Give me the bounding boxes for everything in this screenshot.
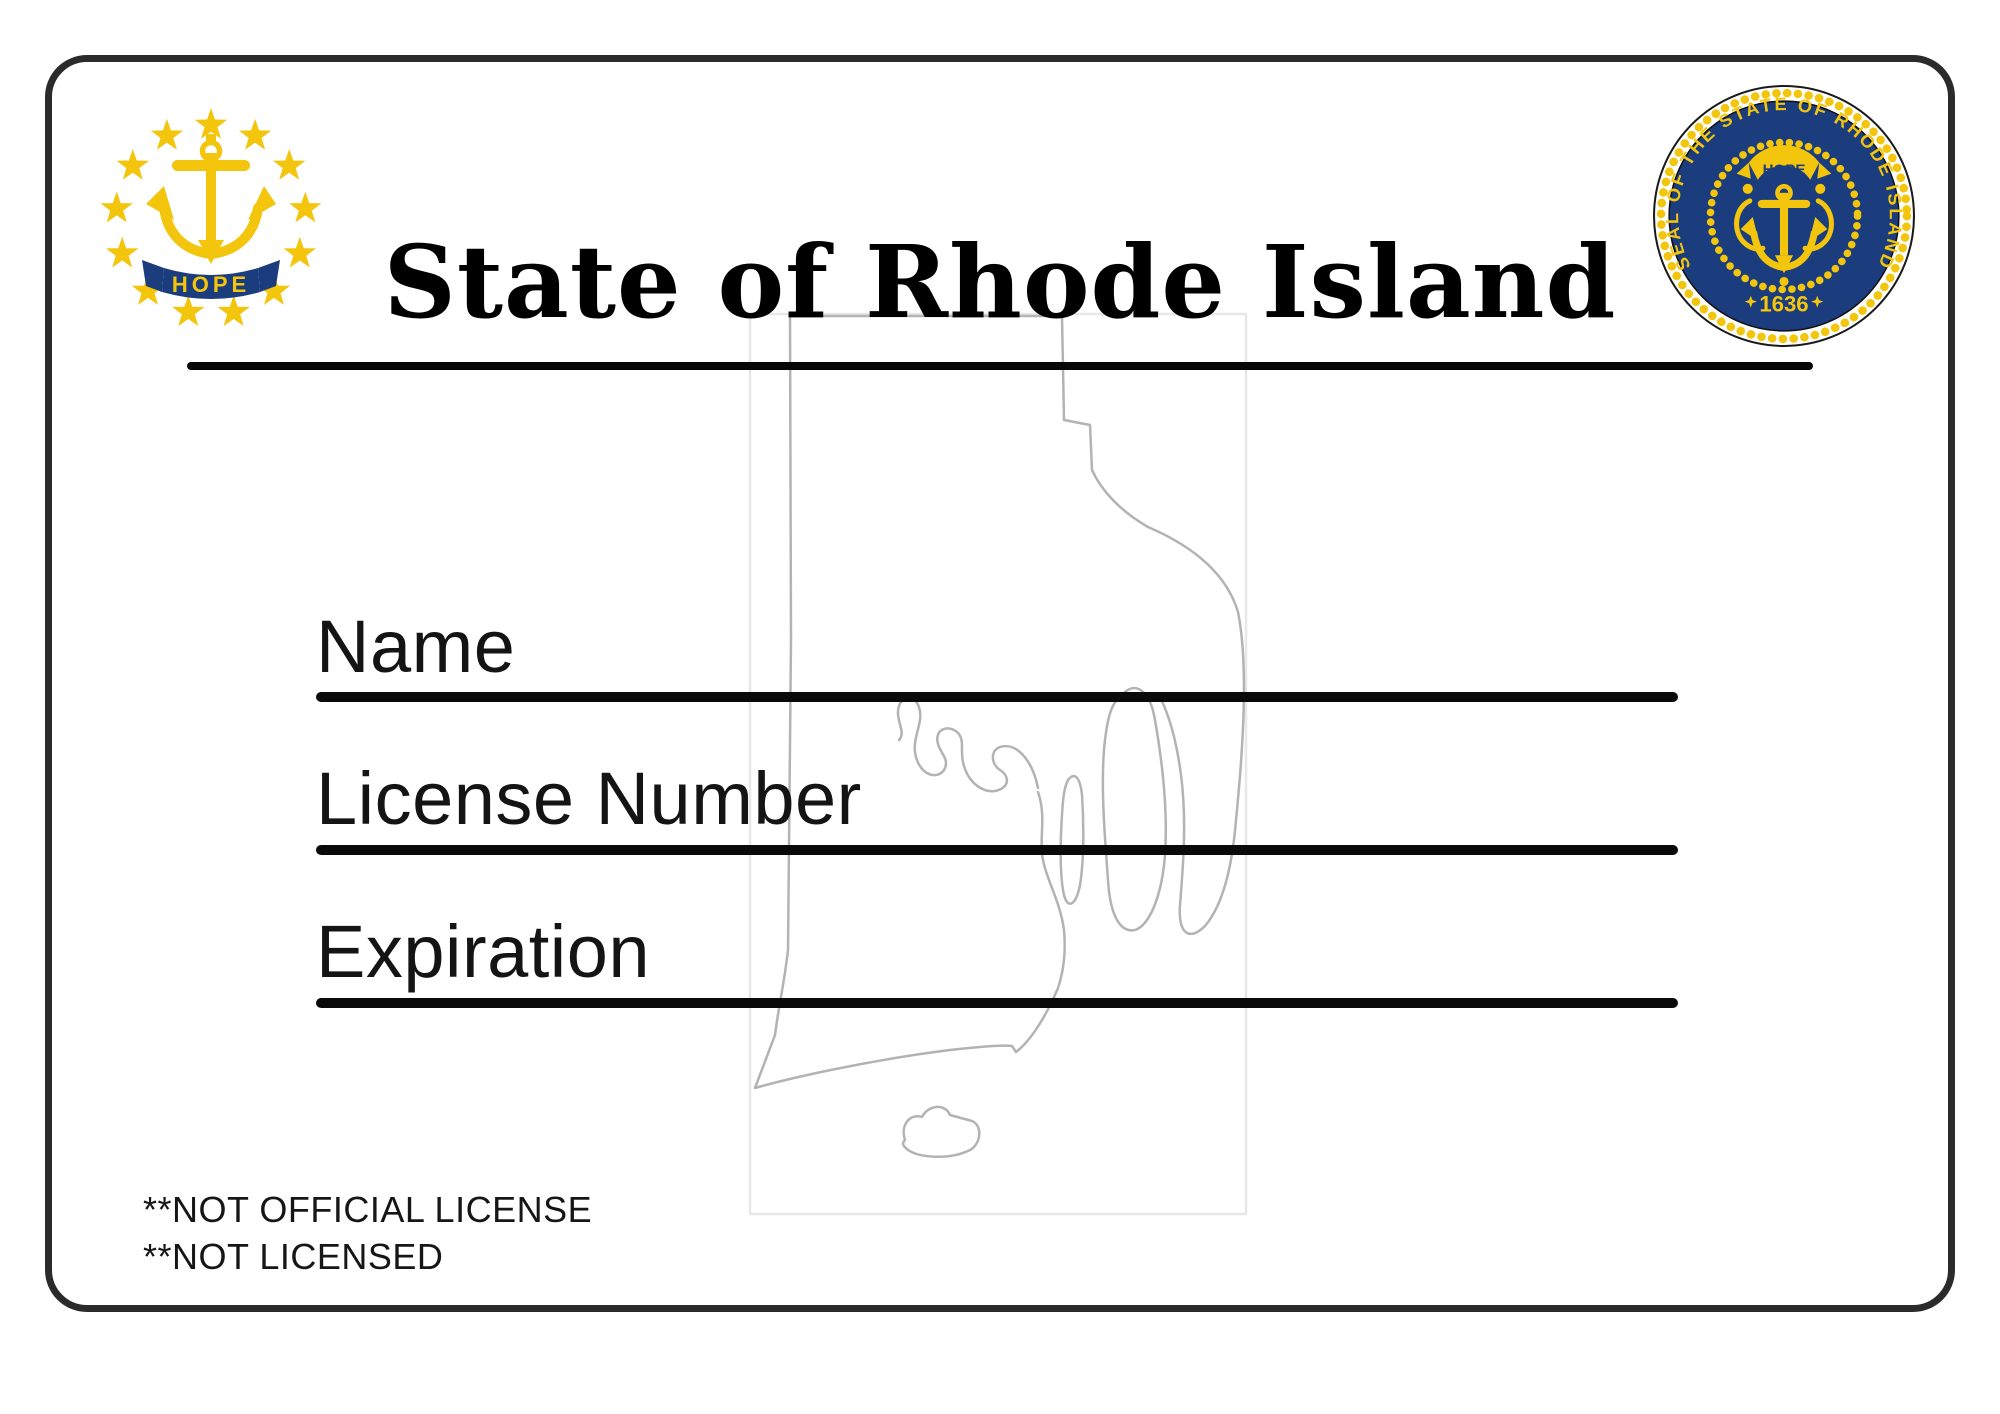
disclaimer-line-1: **NOT OFFICIAL LICENSE [143,1189,593,1230]
disclaimer-line-2: **NOT LICENSED [143,1236,444,1277]
expiration-field-line [316,998,1678,1008]
name-field-line [316,692,1678,702]
title-underline [187,362,1813,370]
flag-motto: HOPE [171,272,251,297]
license-number-field-line [316,845,1678,855]
license-number-field-label: License Number [316,757,862,840]
disclaimer-text [143,1186,592,1280]
page-title: State of Rhode Island [383,223,1617,341]
state-outline [755,316,1244,1157]
name-field-label: Name [316,605,516,688]
seal-ring-text: SEAL OF THE STATE OF RHODE ISLAND [1662,94,1906,274]
seal-motto: HOPE [1762,161,1806,179]
expiration-field-label: Expiration [316,910,651,993]
seal-year: 1636 [1759,291,1809,317]
